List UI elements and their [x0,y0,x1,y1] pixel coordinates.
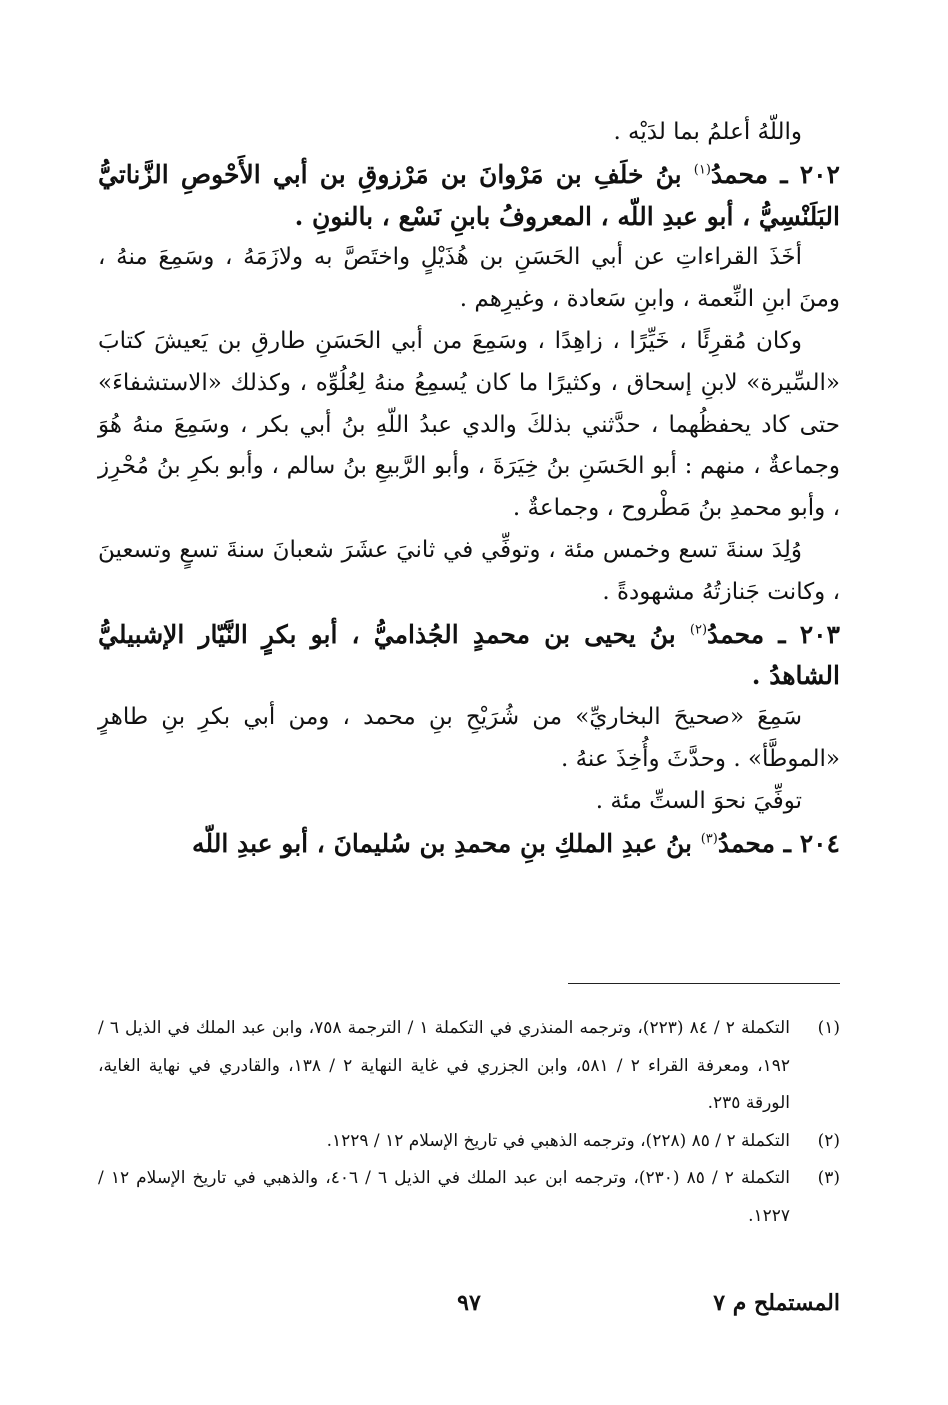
entry-202-name: بنُ خلَفِ بن مَرْوانَ بن مَرْزوقِ بن أبي الأَحْوصِ الزَّناتيُّ البَلَنْسِيُّ ، أبو عبدِ اللّه ، المعروفُ بابنِ نَسْع ، بالنونِ . [98,159,840,231]
entry-203-heading [98,614,840,698]
entry-202-paragraph-2: وكان مُقرِئًا ، خَيِّرًا ، زاهِدًا ، وسَمِعَ من أبي الحَسَنِ طارقِ بن يَعيشَ كتابَ «السِّيرة» لابنِ إسحاق ، وكثيرًا ما كان يُسمِعُ منهُ لِعُلُوِّه ، وكذلك «الاستشفاءَ» حتى كاد يحفظُهما ، حدَّثني بذلكَ والدي عبدُ اللّهِ بنُ أبي بكر ، وسَمِعَ منهُ هُوَ وجماعةٌ ، منهم : أبو الحَسَنِ بنُ خِيَرَةَ ، وأبو الرَّبيعِ بنُ سالم ، وأبو بكرِ بنُ مُحْرِز ، وأبو محمدِ بنُ مَطْروح ، وجماعةٌ . [98,327,840,522]
entry-204-heading [98,823,840,865]
signature-mark: المستملح م ٧ [713,1290,840,1316]
footnote-2-text: التكملة ٢ / ٨٥ (٢٢٨)، وترجمه الذهبي في تاريخ الإسلام ١٢ / ١٢٢٩. [326,1130,790,1151]
page-footer [98,1290,840,1330]
footnote-divider [568,983,840,984]
footnote-3-number: (٣) [817,1168,840,1188]
page-number: ٩٧ [457,1290,481,1316]
footnotes-block [98,1010,840,1235]
closing-line: واللّهُ أعلمُ بما لدَيْه . [613,119,802,145]
footnote-1-text: التكملة ٢ / ٨٤ (٢٢٣)، وترجمه المنذري في التكملة ١ / الترجمة ٧٥٨، وابن عبد الملك في الذيل ٦ / ١٩٢، ومعرفة القراء ٢ / ٥٨١، وابن الجزري في غاية النهاية ٢ / ١٣٨، والقادري في نهاية الغاية، الورقة ٢٣٥. [98,1018,790,1113]
entry-202-paragraph-1: أخَذَ القراءاتِ عن أبي الحَسَنِ بن هُذَيْلٍ واختَصَّ به ولازَمَهُ ، وسَمِعَ منهُ ، ومنَ ابنِ النِّعمة ، وابنِ سَعادة ، وغيرِهم . [98,244,840,313]
entry-203-label: ٢٠٣ ـ محمدُ [707,619,840,649]
entry-203-name: بنُ يحيى بن محمدٍ الجُذاميُّ ، أبو بكرٍ النَّيّار الإشبيليُّ الشاهدُ . [98,619,840,691]
footnote-mark-1: (١) [693,162,711,178]
entry-203-paragraph-1: سَمِعَ «صحيحَ البخاريِّ» من شُرَيْحِ بنِ محمد ، ومن أبي بكرِ بنِ طاهرٍ «الموطَّأ» . وحدَّثَ وأُخِذَ عنهُ . [98,704,840,772]
entry-204-label: ٢٠٤ ـ محمدُ [717,828,840,858]
footnote-3 [98,1160,840,1235]
footnote-mark-2: (٢) [689,622,708,638]
entry-202-label: ٢٠٢ ـ محمدُ [710,159,840,189]
entry-202-paragraph-3: وُلِدَ سنةَ تسع وخمس مئة ، وتوفِّي في ثانيَ عشَرَ شعبانَ سنةَ تسعٍ وتسعينَ ، وكانت جَنازتُهُ مشهودةً . [98,536,840,605]
entry-202-heading [98,154,840,238]
footnote-2 [98,1123,840,1161]
footnote-mark-3: (٣) [700,831,718,847]
footnote-1-number: (١) [817,1018,840,1038]
main-text-block [98,112,840,864]
footnote-1 [98,1010,840,1123]
entry-203-paragraph-2: توفِّيَ نحوَ الستِّ مئة . [595,787,802,814]
entry-204-name: بنُ عبدِ الملكِ بنِ محمدِ بن سُليمانَ ، أبو عبدِ اللّه [192,828,701,858]
footnote-2-number: (٢) [817,1130,840,1151]
footnote-3-text: التكملة ٢ / ٨٥ (٢٣٠)، وترجمه ابن عبد الملك في الذيل ٦ / ٤٠٦، والذهبي في تاريخ الإسلام ١٢ / ١٢٢٧. [98,1168,790,1226]
